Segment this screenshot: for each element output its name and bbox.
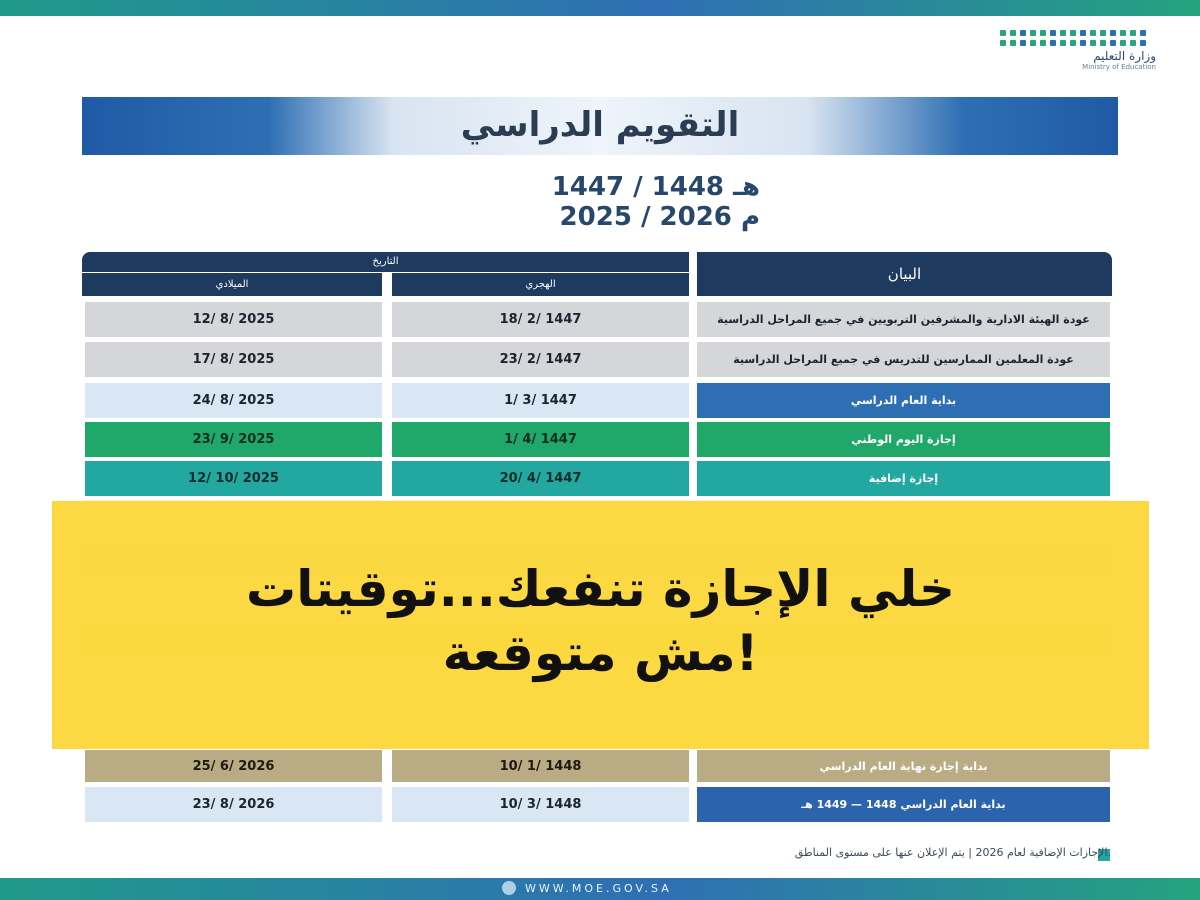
footnote: الإجازات الإضافية لعام 2026 | يتم الإعلان عنها على مستوى المناطق. <box>794 846 1111 859</box>
row-gregorian-date: 12/ 8/ 2025 <box>85 302 382 337</box>
column-header-hijri: الهجري <box>392 273 689 296</box>
row-description: عودة الهيئة الادارية والمشرفين التربويين في جميع المراحل الدراسية <box>697 302 1110 337</box>
headline-text <box>52 557 1149 685</box>
row-description: عودة المعلمين الممارسين للتدريس في جميع المراحل الدراسية <box>697 342 1110 377</box>
row-hijri-date: 1/ 4/ 1447 <box>392 422 689 457</box>
hijri-years: 1447 / 1448 هـ <box>551 172 760 202</box>
column-header-gregorian: الميلادي <box>82 273 382 296</box>
academic-years <box>420 172 760 232</box>
row-hijri-date: 20/ 4/ 1447 <box>392 461 689 496</box>
row-gregorian-date: 12/ 10/ 2025 <box>85 461 382 496</box>
row-gregorian-date: 17/ 8/ 2025 <box>85 342 382 377</box>
row-hijri-date: 10/ 3/ 1448 <box>392 787 689 822</box>
headline-line-1: خلي الإجازة تنفعك...توقيتات <box>246 560 955 618</box>
globe-icon <box>502 881 516 895</box>
headline-overlay <box>52 501 1149 749</box>
column-header-description: البيان <box>697 252 1112 296</box>
title-banner <box>82 97 1118 155</box>
ministry-logo <box>1000 30 1156 82</box>
row-gregorian-date: 23/ 8/ 2026 <box>85 787 382 822</box>
page-title: التقويم الدراسي <box>460 105 740 145</box>
top-accent-bar <box>0 0 1200 16</box>
row-description: بداية إجازة نهاية العام الدراسي <box>697 750 1110 782</box>
column-header-date: التاريخ <box>82 252 689 272</box>
website-url[interactable]: WWW.MOE.GOV.SA <box>525 882 672 895</box>
logo-name: وزارة التعليم <box>1093 49 1156 63</box>
row-hijri-date: 1/ 3/ 1447 <box>392 383 689 418</box>
row-hijri-date: 10/ 1/ 1448 <box>392 750 689 782</box>
row-gregorian-date: 24/ 8/ 2025 <box>85 383 382 418</box>
row-description: إجازة اليوم الوطني <box>697 422 1110 457</box>
logo-subtitle: Ministry of Education <box>1082 63 1156 71</box>
logo-dots-icon <box>1000 30 1150 46</box>
row-description: إجازة إضافية <box>697 461 1110 496</box>
row-gregorian-date: 25/ 6/ 2026 <box>85 750 382 782</box>
row-hijri-date: 23/ 2/ 1447 <box>392 342 689 377</box>
row-description: بداية العام الدراسي <box>697 383 1110 418</box>
gregorian-years: 2025 / 2026 م <box>559 202 760 232</box>
row-hijri-date: 18/ 2/ 1447 <box>392 302 689 337</box>
headline-line-2: مش متوقعة! <box>442 624 759 682</box>
row-gregorian-date: 23/ 9/ 2025 <box>85 422 382 457</box>
row-description: بداية العام الدراسي 1448 — 1449 هـ <box>697 787 1110 822</box>
